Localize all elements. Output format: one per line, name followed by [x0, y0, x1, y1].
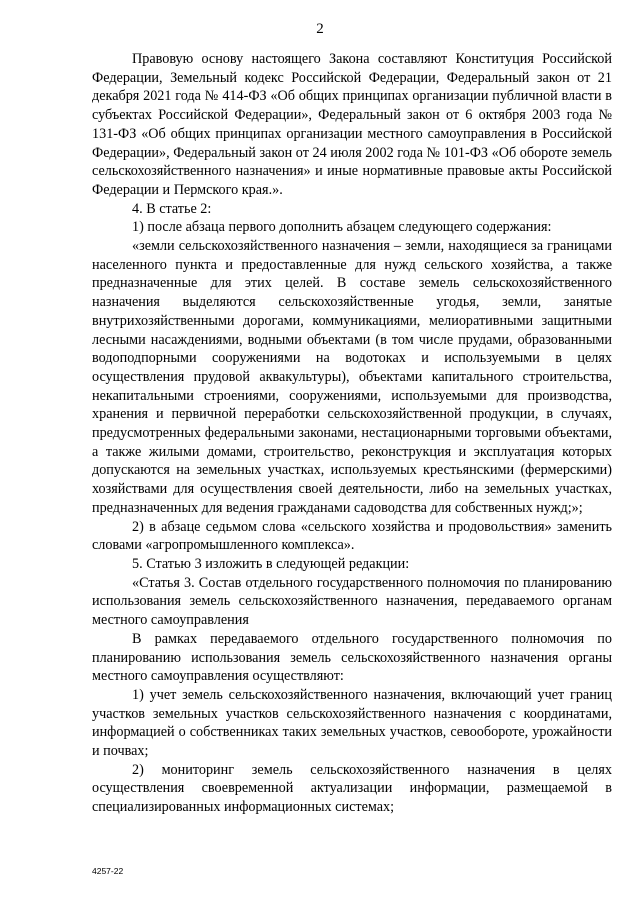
document-body: [92, 50, 612, 817]
paragraph-article-3-title: «Статья 3. Состав отдельного государственного полномочия по планированию использования земель сельскохозяйственного назначения, передаваемого органам местного самоуправления: [92, 574, 612, 629]
paragraph-legal-basis: Правовую основу настоящего Закона составляют Конституция Российской Федерации, Земельный кодекс Российской Федерации, Федеральный закон от 21 декабря 2021 года № 414-ФЗ «Об общих принципах организации публичной власти в субъектах Российской Федерации», Федеральный закон от 6 октября 2003 года № 131-ФЗ «Об общих принципах организации местного самоуправления в Российской Федерации», Федеральный закон от 24 июля 2002 года № 101-ФЗ «Об обороте земель сельскохозяйственного назначения» и иные нормативные правовые акты Российской Федерации и Пермского края.».: [92, 51, 612, 198]
paragraph-subitem-1: 1) после абзаца первого дополнить абзацем следующего содержания:: [132, 219, 552, 236]
paragraph-article-3-point-1: 1) учет земель сельскохозяйственного назначения, включающий учет границ участков земельных участков сельскохозяйственного назначения с координатами, информацией о собственниках таких земельных участков, севообороте, урожайности и почвах;: [92, 686, 612, 760]
paragraph-subitem-2: 2) в абзаце седьмом слова «сельского хозяйства и продовольствия» заменить словами «агропромышленного комплекса».: [92, 518, 612, 554]
paragraph-article-3-intro: В рамках передаваемого отдельного государственного полномочия по планированию использования земель сельскохозяйственного назначения органы местного самоуправления осуществляют:: [92, 630, 612, 685]
paragraph-article-3-point-2: 2) мониторинг земель сельскохозяйственного назначения в целях осуществления своевременной актуализации информации, размещаемой в специализированных информационных системах;: [92, 761, 612, 816]
paragraph-agricultural-land-definition: «земли сельскохозяйственного назначения – земли, находящиеся за границами населенного пункта и предоставленные для нужд сельского хозяйства, а также предназначенные для этих целей. В составе земель сельскохозяйственного назначения выделяются сельскохозяйственные угодья, земли, занятые внутрихозяйственными дорогами, коммуникациями, мелиоративными защитными лесными насаждениями, водными объектами (в том числе прудами, образованными водоподпорными сооружениями на водотоках и используемыми в целях осуществления прудовой аквакультуры), объектами капитального строительства, некапитальными строениями, сооружениями, используемыми для производства, хранения и первичной переработки сельскохозяйственной продукции, в случаях, предусмотренных федеральными законами, нестационарными торговыми объектами, а также жилыми домами, строительство, реконструкция и эксплуатация которых допускаются на земельных участках, используемых крестьянскими (фермерскими) хозяйствами для осуществления своей деятельности, либо на земельных участках, предназначенных для ведения гражданами садоводства для собственных нужд;»;: [92, 238, 612, 516]
paragraph-item-5: 5. Статью 3 изложить в следующей редакции:: [132, 555, 410, 572]
paragraph-item-4: 4. В статье 2:: [132, 200, 212, 217]
page-number: 2: [316, 21, 324, 37]
document-code: 4257-22: [92, 866, 124, 876]
